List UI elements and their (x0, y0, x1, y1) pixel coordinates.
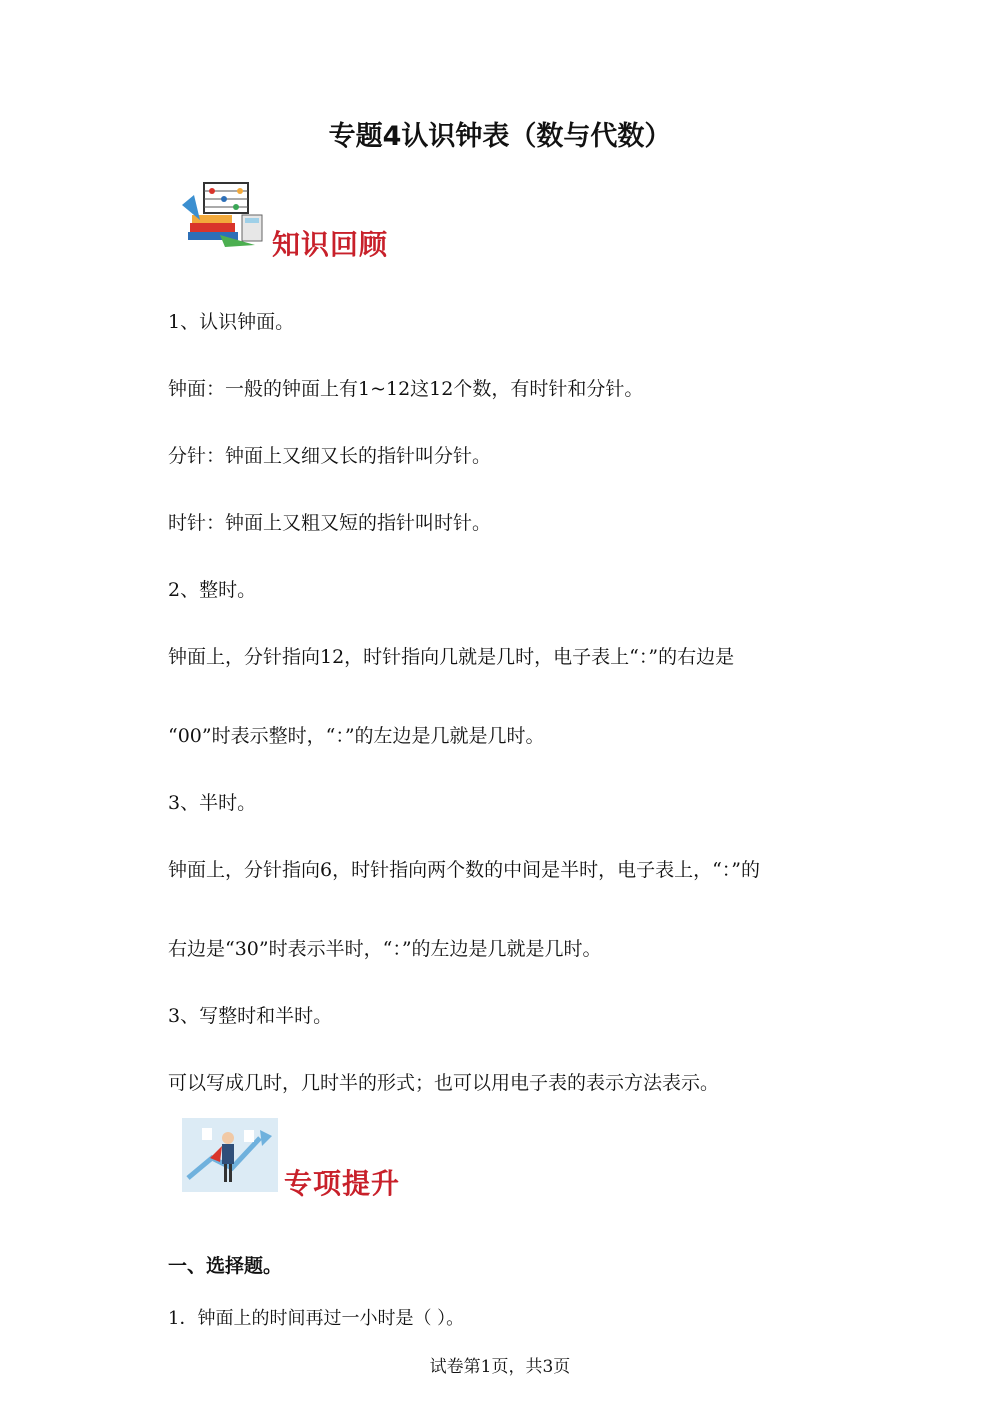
paragraph-2: 钟面：一般的钟面上有1~12这12个数，有时针和分针。 (168, 378, 644, 400)
practice-banner (182, 1118, 412, 1203)
paragraph-4: 时针：钟面上又粗又短的指针叫时针。 (168, 512, 492, 534)
paragraph-7: “00”时表示整时，“：”的左边是几就是几时。 (168, 725, 545, 747)
knowledge-review-banner (180, 175, 400, 260)
paragraph-12: 可以写成几时，几时半的形式；也可以用电子表的表示方法表示。 (168, 1072, 720, 1094)
page-footer: 试卷第1页，共3页 (429, 1357, 571, 1377)
paragraph-8: 3、半时。 (168, 792, 257, 814)
stationery-illustration (180, 175, 270, 250)
paragraph-11: 3、写整时和半时。 (168, 1005, 333, 1027)
knowledge-review-label: 知识回顾 (272, 228, 389, 261)
paragraph-6: 钟面上，分针指向12，时针指向几就是几时，电子表上“：”的右边是 (168, 646, 735, 668)
paragraph-5: 2、整时。 (168, 579, 257, 601)
paragraph-9: 钟面上，分针指向6，时针指向两个数的中间是半时，电子表上，“：”的 (168, 859, 761, 881)
page-title: 专题4认识钟表（数与代数） (328, 121, 672, 152)
question-1: 1．钟面上的时间再过一小时是（ ）。 (168, 1308, 465, 1329)
paragraph-3: 分针：钟面上又细又长的指针叫分针。 (168, 445, 492, 467)
paragraph-10: 右边是“30”时表示半时，“：”的左边是几就是几时。 (168, 938, 602, 960)
practice-label: 专项提升 (284, 1167, 401, 1200)
person-illustration (182, 1118, 278, 1192)
section-heading: 一、选择题。 (168, 1255, 283, 1277)
paragraph-1: 1、认识钟面。 (168, 311, 295, 333)
